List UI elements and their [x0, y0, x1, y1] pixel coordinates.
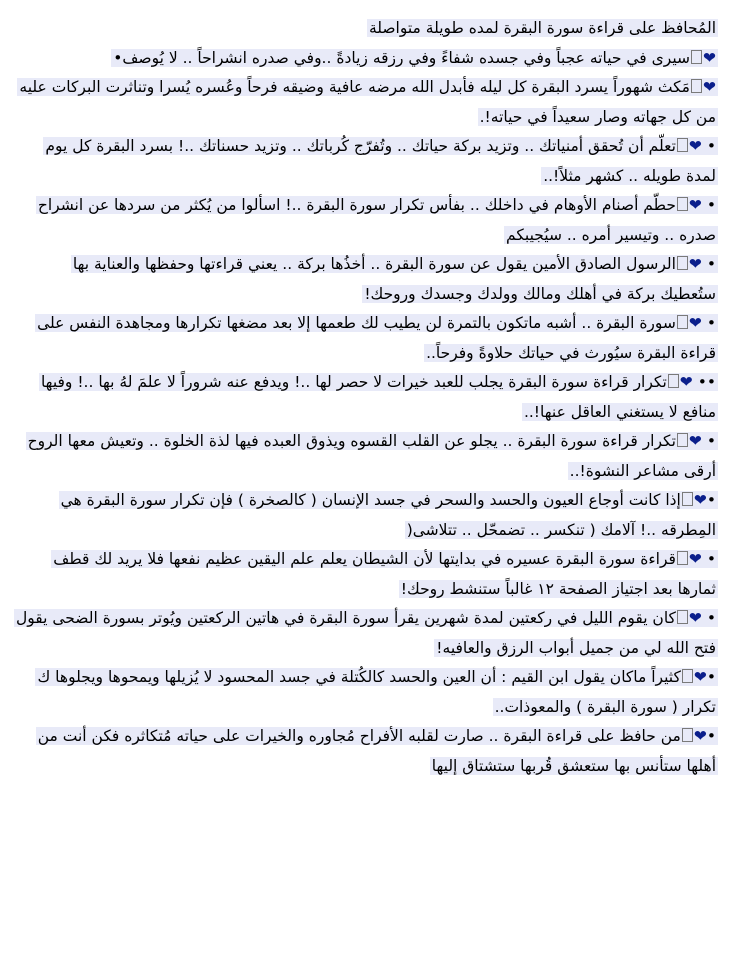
missing-glyph-box-icon	[677, 138, 688, 152]
bullet: •	[701, 609, 716, 627]
heart-icon: ❤	[688, 314, 702, 332]
paragraph	[14, 545, 718, 604]
paragraph-text: قراءة سورة البقرة عسيره في بدايتها لأن الشيطان يعلم علم اليقين عظيم نفعها فلا يريد لك قطف ثمارها بعد اجتياز الصفحة ١٢ غالباً ستنشط روحك!	[53, 550, 716, 598]
heart-icon: ❤	[679, 373, 693, 391]
heart-icon: ❤	[693, 491, 707, 509]
missing-glyph-box-icon	[677, 315, 688, 329]
paragraph-text: من حافظ على قراءة البقرة .. صارت لقلبه الأفراح مُجاوره والخيرات على حياته مُتكاثره فكن أنت من أهلها ستأنس بها ستعشق قُربها ستشتاق إليها	[37, 727, 716, 775]
paragraph	[14, 132, 718, 191]
paragraph	[14, 368, 718, 427]
paragraph-text: الرسول الصادق الأمين يقول عن سورة البقرة .. أخذُها بركة .. يعني قراءتها وحفظها والعناية بها ستُعطيك بركة في أهلك ومالك وولدك وجسدك وروحك!	[72, 255, 716, 303]
paragraph-text: كان يقوم الليل في ركعتين لمدة شهرين يقرأ سورة البقرة في هاتين الركعتين ويُوتر بسورة الضحى يقول فتح الله لي من جميل أبواب الرزق والعافيه!	[16, 609, 716, 657]
missing-glyph-box-icon	[682, 492, 693, 506]
bullet: •	[706, 491, 716, 509]
heart-icon: ❤	[688, 196, 702, 214]
paragraph	[14, 191, 718, 250]
missing-glyph-box-icon	[682, 728, 693, 742]
bullet: •	[706, 727, 716, 745]
missing-glyph-box-icon	[677, 197, 688, 211]
missing-glyph-box-icon	[677, 433, 688, 447]
heart-icon: ❤	[693, 727, 707, 745]
bullet: •	[701, 196, 716, 214]
bullet: •	[701, 255, 716, 273]
paragraph	[14, 427, 718, 486]
paragraph	[14, 486, 718, 545]
heart-icon: ❤	[703, 78, 716, 96]
paragraph-text: إذا كانت أوجاع العيون والحسد والسحر في جسد الإنسان ( كالصخرة ) فإن تكرار سورة البقرة هي المِطرقه ..! آلامك ( تنكسر .. تضمحّل .. تتلاشى(	[60, 491, 716, 539]
bullet: •	[701, 314, 716, 332]
bullet: •	[701, 432, 716, 450]
heart-icon: ❤	[688, 255, 702, 273]
document-body	[14, 14, 718, 781]
bullet: •	[701, 137, 716, 155]
paragraph-text: تكرار قراءة سورة البقرة .. يجلو عن القلب القسوه ويذوق العبده فيها لذة الخلوة .. وتعيش معها الروح أرقى مشاعر النشوة!..	[27, 432, 716, 480]
heart-icon: ❤	[688, 137, 702, 155]
bullet: •	[701, 550, 716, 568]
paragraph-text: سيرى في حياته عجباً وفي جسده شفاءً وفي رزقه زيادةً ..وفي صدره انشراحاً .. لا يُوصف•	[113, 48, 690, 67]
missing-glyph-box-icon	[682, 669, 693, 683]
missing-glyph-box-icon	[691, 79, 702, 93]
paragraph	[14, 663, 718, 722]
missing-glyph-box-icon	[668, 374, 679, 388]
paragraph	[14, 250, 718, 309]
missing-glyph-box-icon	[691, 50, 702, 64]
paragraph	[14, 604, 718, 663]
missing-glyph-box-icon	[677, 610, 688, 624]
missing-glyph-box-icon	[677, 551, 688, 565]
missing-glyph-box-icon	[677, 256, 688, 270]
title-text: المُحافظ على قراءة سورة البقرة لمده طويلة متواصلة	[368, 19, 716, 37]
paragraph-text: كثيراً ماكان يقول ابن القيم : أن العين والحسد كالكُتلة في جسد المحسود لا يُزيلها ويمحوها ويجلوها ك تكرار ( سورة البقرة ) والمعوذات..	[37, 668, 716, 716]
heart-icon: ❤	[688, 609, 702, 627]
bullet: •	[706, 668, 716, 686]
heart-icon: ❤	[693, 668, 707, 686]
heart-icon: ❤	[703, 48, 716, 67]
paragraph-text: سورة البقرة .. أشبه ماتكون بالتمرة لن يطيب لك طعمها إلا بعد مضغها تكرارها ومجاهدة النفس على قراءة البقرة سيُورث في حياتك حلاوةً وفرحاً..	[37, 314, 716, 362]
paragraph-text: مَكث شهوراً يسرد البقرة كل ليله فأبدل الله مرضه عافية وضيقه فرحاً وعُسره يُسرا وتناثرت البركات عليه من كل جهاته وصار سعيداً في حياته!.	[19, 78, 716, 126]
heart-icon: ❤	[688, 432, 702, 450]
heart-icon: ❤	[688, 550, 702, 568]
paragraph	[14, 722, 718, 781]
paragraph-text: تكرار قراءة سورة البقرة يجلب للعبد خيرات لا حصر لها ..! ويدفع عنه شروراً لا علمَ لهُ بها ..! وفيها منافع لا يستغني العاقل عنها!..	[40, 373, 716, 421]
paragraph-text: تعلّم أن تُحقق أمنياتك .. وتزيد بركة حياتك .. وتُفرّج كُرباتك .. وتزيد حسناتك ..! بسرد البقرة كل يوم لمدة طويله .. كشهر مثلاً!..	[45, 137, 716, 185]
paragraph	[14, 309, 718, 368]
document-title	[14, 14, 718, 44]
paragraph	[14, 73, 718, 132]
paragraph-text: حطّم أصنام الأوهام في داخلك .. بفأس تكرار سورة البقرة ..! اسألوا من يُكثر من سردها عن انشراح صدره .. وتيسير أمره .. سيُجيبكم	[37, 196, 716, 244]
paragraph	[14, 44, 718, 74]
bullet: ••	[692, 373, 716, 391]
